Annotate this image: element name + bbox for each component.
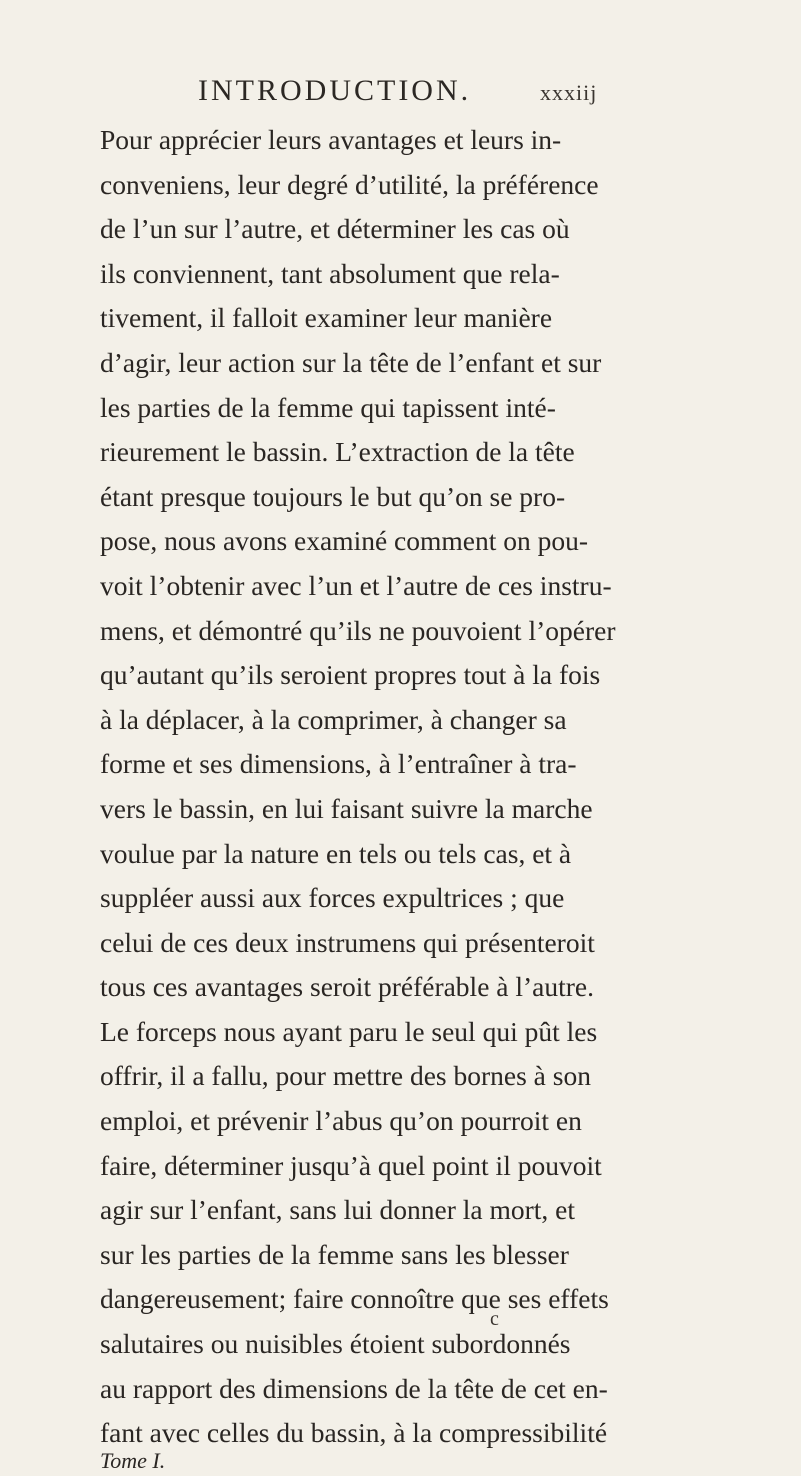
text-line: forme et ses dimensions, à l’entraîner à tra- bbox=[100, 748, 577, 780]
text-line: les parties de la femme qui tapissent inté- bbox=[100, 391, 556, 423]
header-title: INTRODUCTION. bbox=[198, 74, 472, 107]
text-line: faire, déterminer jusqu’à quel point il pouvoit bbox=[100, 1149, 602, 1181]
text-line: suppléer aussi aux forces expultrices ; que bbox=[100, 882, 565, 914]
text-line: offrir, il a fallu, pour mettre des bornes à son bbox=[100, 1060, 591, 1092]
text-line: emploi, et prévenir l’abus qu’on pourroit en bbox=[100, 1105, 582, 1137]
text-line: vers le bassin, en lui faisant suivre la marche bbox=[100, 792, 593, 824]
text-line: ils conviennent, tant absolument que rela- bbox=[100, 257, 560, 289]
text-line: qu’autant qu’ils seroient propres tout à la fois bbox=[100, 659, 601, 691]
text-line: salutaires ou nuisibles étoient subordonnés bbox=[100, 1328, 571, 1360]
body-text bbox=[100, 118, 790, 1476]
text-line: rieurement le bassin. L’extraction de la tête bbox=[100, 436, 575, 468]
text-line: voit l’obtenir avec l’un et l’autre de ces instru- bbox=[100, 569, 612, 601]
text-line: étant presque toujours le but qu’on se pro- bbox=[100, 480, 566, 512]
text-line: de l’un sur l’autre, et déterminer les cas où bbox=[100, 213, 570, 245]
text-line: agir sur l’enfant, sans lui donner la mort, et bbox=[100, 1194, 576, 1226]
text-line: tous ces avantages seroit préférable à l’autre. bbox=[100, 971, 594, 1003]
text-line: mens, et démontré qu’ils ne pouvoient l’opérer bbox=[100, 614, 616, 646]
text-line: fant avec celles du bassin, à la compressibilité bbox=[100, 1417, 608, 1449]
text-line: à la déplacer, à la comprimer, à changer sa bbox=[100, 703, 567, 735]
tome-label: Tome I. bbox=[100, 1447, 166, 1473]
text-line: d’agir, leur action sur la tête de l’enfant et sur bbox=[100, 346, 602, 378]
text-line: tivement, il falloit examiner leur manière bbox=[100, 302, 553, 334]
text-line: pose, nous avons examiné comment on pou- bbox=[100, 525, 589, 557]
page-footer bbox=[100, 1304, 800, 1344]
text-line: Le forceps nous ayant paru le seul qui pût les bbox=[100, 1015, 598, 1047]
text-line: Pour apprécier leurs avantages et leurs in- bbox=[100, 124, 562, 155]
text-line: dangereusement; faire connoître que ses effets bbox=[100, 1283, 609, 1315]
page-number: xxxiij bbox=[540, 80, 598, 105]
text-line: celui de ces deux instrumens qui présenteroit bbox=[100, 926, 595, 958]
text-line: au rapport des dimensions de la tête de cet en- bbox=[100, 1372, 608, 1404]
running-header bbox=[0, 74, 801, 114]
text-line: conveniens, leur degré d’utilité, la préférence bbox=[100, 168, 599, 200]
text-line: voulue par la nature en tels ou tels cas, et à bbox=[100, 837, 572, 869]
text-line: sur les parties de la femme sans les blesser bbox=[100, 1238, 569, 1270]
signature-mark: c bbox=[490, 1308, 499, 1330]
